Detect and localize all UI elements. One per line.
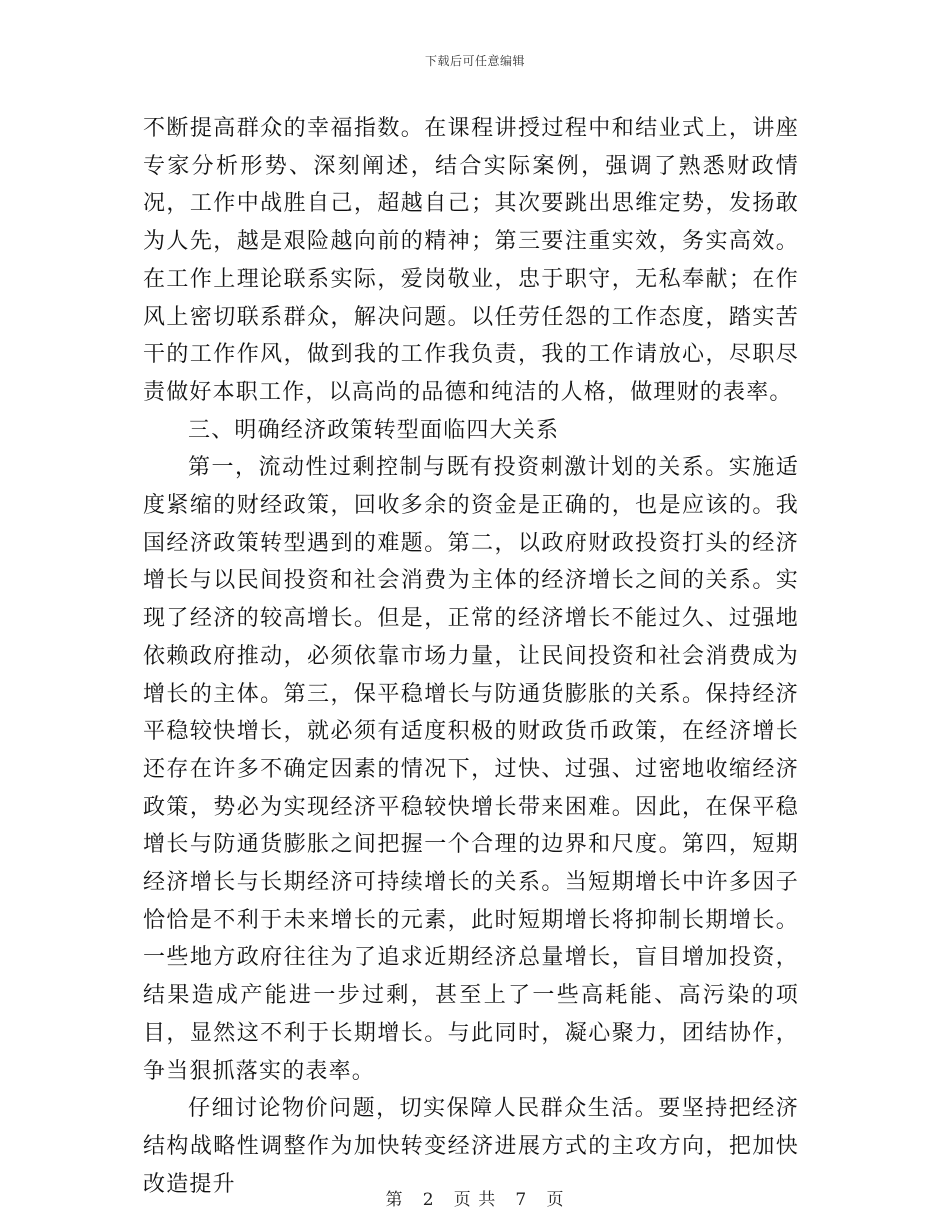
page-footer bbox=[0, 1185, 950, 1210]
footer-suffix: 页 bbox=[546, 1190, 565, 1210]
section-heading: 三、明确经济政策转型面临四大关系 bbox=[188, 417, 560, 443]
paragraph-price-issues: 仔细讨论物价问题，切实保障人民群众生活。要坚持把经济结构战略性调整作为加快转变经济进展方式的主攻方向，把加快改造提升 bbox=[143, 1096, 799, 1197]
page-header-note: 下载后可任意编辑 bbox=[424, 54, 525, 68]
footer-total-pages: 7 bbox=[515, 1190, 528, 1210]
footer-middle: 页 共 bbox=[453, 1190, 497, 1210]
paragraph-four-relations: 第一，流动性过剩控制与既有投资刺激计划的关系。实施适度紧缩的财经政策，回收多余的资金是正确的，也是应该的。我国经济政策转型遇到的难题。第二，以政府财政投资打头的经济增长与以民间投资和社会消费为主体的经济增长之间的关系。实现了经济的较高增长。但是，正常的经济增长不能过久、过强地依赖政府推动，必须依靠市场力量，让民间投资和社会消费成为增长的主体。第三，保平稳增长与防通货膨胀的关系。保持经济平稳较快增长，就必须有适度积极的财政货币政策，在经济增长还存在许多不确定因素的情况下，过快、过强、过密地收缩经济政策，势必为实现经济平稳较快增长带来困难。因此，在保平稳增长与防通货膨胀之间把握一个合理的边界和尺度。第四，短期经济增长与长期经济可持续增长的关系。当短期增长中许多因子恰恰是不利于未来增长的元素，此时短期增长将抑制长期增长。一些地方政府往往为了追求近期经济总量增长，盲目增加投资，结果造成产能进一步过剩，甚至上了一些高耗能、高污染的项目，显然这不利于长期增长。与此同时，凝心聚力，团结协作，争当狠抓落实的表率。 bbox=[143, 455, 799, 1084]
footer-prefix: 第 bbox=[385, 1190, 404, 1210]
footer-page-number: 2 bbox=[422, 1190, 435, 1210]
paragraph-continuation: 不断提高群众的幸福指数。在课程讲授过程中和结业式上，讲座专家分析形势、深刻阐述，结合实际案例，强调了熟悉财政情况，工作中战胜自己，超越自己；其次要跳出思维定势，发扬敢为人先，越是艰险越向前的精神；第三要注重实效，务实高效。在工作上理论联系实际，爱岗敬业，忠于职守，无私奉献；在作风上密切联系群众，解决问题。以任劳任怨的工作态度，踏实苦干的工作作风，做到我的工作我负责，我的工作请放心，尽职尽责做好本职工作，以高尚的品德和纯洁的人格，做理财的表率。 bbox=[143, 116, 799, 405]
document-body bbox=[143, 110, 799, 1203]
